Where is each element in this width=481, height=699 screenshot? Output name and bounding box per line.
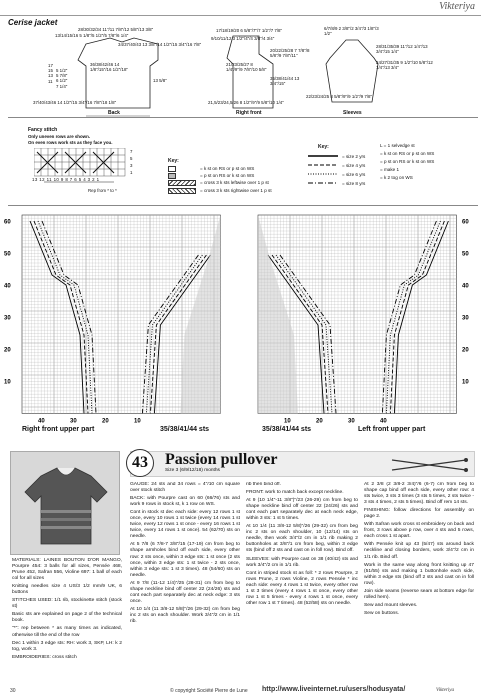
left-front-x-tick: 20 (316, 418, 323, 425)
basic-sts-paragraph: Basic sts are explained on page 2 of the technical book. (12, 612, 122, 624)
left-front-x-tick: 30 (348, 418, 355, 425)
left-front-x-tick: 10 (284, 418, 291, 425)
right-front-x-tick: 20 (102, 418, 109, 425)
neck-border-paragraph: With Pensée knit up 43 (5/47) sts around back neckline and closing borders, work 3/4"/2 cm in 1/1 rib. Bind off. (364, 542, 474, 560)
key-sizes: = size 2 yrs = size 4 yrs = size 6 yrs = size 8 yrs (342, 154, 366, 186)
stitches-paragraph: STITCHES USED: 1/1 rib, stockinette stitch (stock st) (12, 598, 122, 610)
sleeve-mount-paragraph: Sew and mount sleeves. (364, 602, 418, 608)
stitch-key-section (8, 124, 478, 206)
schematic-section (8, 18, 478, 118)
sleeves-label: Sleeves (343, 110, 362, 116)
pattern-number-badge: 43 (126, 449, 154, 477)
sleeve-dim-bottom: 22/23/24/25 8 5/8"/9"/9 1/2"/9 7/8" (306, 94, 373, 99)
back-dim-armhole: 34/37/40/43 13 3/8"/14 1/2"/15 3/4"/16 7/8" (118, 42, 202, 47)
fancy-rep-label: Rep from * to * (88, 188, 117, 193)
chart-right-y-tick: 10 (462, 379, 469, 386)
cross-left-swatch (168, 180, 196, 186)
pattern-subtitle: Size 3 (6/9/12/18) months (165, 468, 220, 473)
rib-bind-paragraph: rib then bind off. (246, 482, 281, 487)
embroidery-paragraph: EMBROIDERIES: cross stitch (12, 654, 77, 660)
footer-brand: Vikteriya (436, 688, 454, 693)
left-front-x-tick: 40 (380, 418, 387, 425)
size-line-legend (308, 152, 342, 188)
fancy-row-numbers: 7 5 3 1 (130, 149, 133, 175)
gauge-paragraph: GAUGE: 24 sts and 34 rows = 4"/10 cm square over stock stitch (130, 482, 240, 494)
key-right-title: Key: (318, 144, 329, 150)
pullover-illustration (11, 452, 121, 556)
front-paragraph: FRONT: work to match back except neckline. (246, 490, 344, 496)
back-dim-side: 13 5/8" (153, 78, 167, 83)
rf-dim-side2: 35/38/41/44 13 3/4"/15" (270, 76, 300, 87)
fancy-stitch-numbers: 13 12 11 10 9 8 7 6 5 4 3 2 1 (32, 177, 100, 182)
text-column-2 (130, 482, 240, 688)
shoulder-paragraph: At 10 1/4 (11 3/8-12 5/8)"/26 (29-32) cm from beg inc 2 sts on each shoulder. Work 3/4"/2 cm in 1/1 rib. (130, 606, 240, 624)
back-dim-top: 28/30/32/34 11"/11 7/8"/12 5/8"/13 3/8" (78, 27, 154, 32)
armhole-paragraph: At 5 7/8 (6 7/8-7 3/8"/15 (17-19) cm from beg to shape armholes bind off each side, every other row: 2 sts once, within 3 edge sts: 1 st once (2 sts once, within 3 edge sts: 1 st twice - 2 sts once, within 3 edge sts: 1 st 3 times). 48 (54/60) sts on needle. (130, 542, 240, 578)
k-st-swatch (168, 166, 176, 172)
back-left-rows: 17 15 13 11 (48, 63, 53, 84)
schematic-title: Cerise jacket (8, 18, 58, 27)
key-left-items: = k st on RS or p st on WS = p st on RS or k st on WS = cross 3 k sts leftwise over 1 p st = cross 3 k sts rightwise over 1 p st (200, 166, 272, 193)
right-front-sizes: 35/38/41/44 sts (160, 426, 210, 433)
key-right-items: L = 1 selvedge st = k st on RS or p st on WS = p st on RS or k st on WS = make 1 = k 2 tog on WS (380, 143, 435, 180)
rep-paragraph: "*": rep between * as many times as indicated, otherwise till the end of the row (12, 626, 122, 638)
right-front-x-tick: 40 (38, 418, 45, 425)
left-front-sizes: 35/38/41/44 sts (262, 426, 312, 433)
page-number: 30 (10, 688, 16, 694)
key-left-title: Key: (168, 158, 179, 164)
fancy-stitch-desc2: On even rows work sts as they face you. (28, 140, 113, 145)
front-shoulder-paragraph: At 10 1/4 (11 3/8-12 5/8)"/26 (29-32) cm from beg inc 2 sts on each shoulder, 10 (12/14) sts on needle, then work 3/4"/2 cm in 1/1 rib making 2 buttonholes at 3/8"/1 cm from beg, within 3 edge sts (bind off 2 sts and cast on in foll row). Bind off. (246, 524, 358, 554)
fancy-stitch-title: Fancy stitch (28, 127, 58, 133)
chart-left-y-tick: 60 (4, 219, 11, 226)
rf-dim-side1: 20/22/25/28 7 7/8"/8 5/8"/9 7/8"/11" (270, 48, 310, 59)
front-border-paragraph: Work in the same way along front knitting up 47 (51/55) sts and making 1 buttonhole each side, within 3 edge sts (bind off 2 sts and cast on in foll row). (364, 562, 474, 586)
cap-paragraph: At 2 3/8 (2 3/8-2 3/4)"/6 (6-7) cm from beg to shape cap bind off each side, every other row: 4 sts twice, 3 sts 3 times (3 sts 5 times, 2 sts twice - 3 sts 4 times, 2 sts 5 times). Bind off rem 14 sts. (364, 482, 474, 506)
sleeves-paragraph: SLEEVES: with Pourpre cast on 38 (40/42) sts and work 3/4"/2 cm in 1/1 rib. (246, 556, 358, 568)
front-neck-paragraph: At 9 (10 1/4"-11 3/8")"/23 (26-29) cm from beg to shape neckline bind off center 22 (24/26) sts and cont each part separately dec at each neck edge, within 3 sts: 1 st 5 times. (246, 498, 358, 522)
text-column-4 (364, 482, 474, 688)
chart-left-y-tick: 50 (4, 251, 11, 258)
copyright-text: © copyright Société Pierre de Lune (170, 688, 248, 694)
finishing-paragraph: FINISHING: follow directions for assembly on page 2. (364, 508, 474, 520)
chart-right-y-tick: 30 (462, 315, 469, 322)
source-url: http://www.liveinternet.ru/users/hodusyata/ (262, 686, 406, 693)
sleeve-dim-cap: 28/31/35/39 11"/12 1/4"/13 3/4"/15 1/4" (376, 44, 428, 55)
back-label: Back (108, 110, 120, 116)
chart-left-y-tick: 30 (4, 315, 11, 322)
rf-dim-bottom: 21,5/23/24,5/26 8 1/2"/9"/9 5/8"/10 1/4" (208, 100, 284, 105)
right-front-label: Right front (236, 110, 262, 116)
fancy-stitch-desc1: Only uneven rows are shown. (28, 134, 90, 139)
chart-left-y-tick: 20 (4, 347, 11, 354)
right-front-x-tick: 30 (70, 418, 77, 425)
chart-right-y-tick: 50 (462, 251, 469, 258)
right-front-x-tick: 10 (134, 418, 141, 425)
p-st-swatch (168, 173, 176, 179)
needles-paragraph: Knitting needles size 4 US/3 1/2 mm/9 UK, 6 buttons (12, 584, 122, 596)
pattern-title: Passion pullover (165, 451, 278, 468)
key-left-swatches (168, 166, 196, 194)
pullover-photo (10, 451, 120, 555)
rf-dim-top: 17/18/19/20 6 5/8"/7"/7 1/2"/7 7/8" (216, 28, 283, 33)
knitting-charts (0, 207, 481, 439)
embroidery-work-paragraph: With Safran work cross st embroidery on back and front, 3 rows above p row, over 4 sts and 5 rows, each cross 1 st apart. (364, 522, 474, 540)
stripes-paragraph: Cont in striped stock st as foll: * 2 rows Pourpre, 2 rows Prune, 2 rows Violine, 2 rows Pensée * inc each side: every 4 rows 1 st twice, every other row 1 st 3 times (every 4 rows 1 st once, every other row 1 st 5 times - every 4 rows 1 st once, every other row 1 st 7 times). 48 (52/58) sts on needle. (246, 570, 358, 606)
back-inner-rows: 5 1/2" 5 7/8" 6 1/2" 7 1/4" (56, 68, 68, 89)
knitting-needles-icon (390, 456, 470, 474)
page-header (0, 0, 481, 16)
back-dim-mid: 36/38/42/46 14 1/8"/15"/16 1/2"/18" (90, 62, 128, 73)
back-dim-shoulder: 13/14/15/16 5 1/8"/5 1/2"/5 7/8"/6 1/4" (55, 33, 129, 38)
seams-paragraph: Join side seams (reverse seam at bottom edge for rolled hem). (364, 588, 474, 600)
chart-right-y-tick: 20 (462, 347, 469, 354)
back-dim-bottom: 37/40/43/46 14 1/2"/15 3/4"/16 7/8"/18 1/8" (33, 100, 117, 105)
right-front-caption: Right front upper part (22, 426, 95, 433)
dec-paragraph: Dec 1 within 3 edge sts: RH: work 3, SKP, LH: k 2 tog, work 3. (12, 640, 122, 652)
neckline-paragraph: At 9 7/8 (11-12 1/4)"/25 (28-31) cm from beg to shape neckline bind off center 22 (24/26) sts and cont each part separately dec at neck edge: 3 sts once. (130, 580, 240, 604)
rf-dim-mid: 21/23/25/27 8 1/4"/9"/9 7/8"/10 5/8" (226, 62, 267, 73)
buttons-paragraph: Sew on buttons. (364, 610, 400, 616)
rf-dim-neck: 9/10/11/12 3 1/2"/4"/4 3/8"/4 3/4" (211, 36, 275, 41)
chart-right-y-tick: 40 (462, 283, 469, 290)
chart-right-y-tick: 60 (462, 219, 469, 226)
cross-right-swatch (168, 188, 196, 194)
text-column-1 (12, 558, 122, 688)
sleeve-dim-side: 24/27/31/35 9 1/2"/10 5/8"/12 1/4"/13 3/4" (376, 60, 433, 71)
back-paragraph: BACK: with Pourpre cast on 60 (66/76) sts and work 9 rows in stock st, k 1 row on WS. (130, 496, 240, 508)
back-dec-paragraph: Cont in stock st dec each side: every 12 rows 1 st once, every 10 rows 1 st twice (every 14 rows 1 st twice, every 12 rows 1 st once - every 16 rows 1 st twice, every 14 rows 1 st once). 54 (62/70) sts on needle. (130, 510, 240, 540)
chart-left-y-tick: 40 (4, 283, 11, 290)
text-column-3 (246, 482, 358, 688)
chart-left-y-tick: 10 (4, 379, 11, 386)
magazine-logo: Vikteriya (439, 1, 475, 12)
left-front-caption: Left front upper part (358, 426, 426, 433)
materials-paragraph: MATERIALS: LAINES BOUTON D'OR MANGO, Pourpre 454: 3 balls for all sizes, Pensée 468, Prune 452, Safran 556, Violine 697: 1 ball of each col for all sizes (12, 558, 122, 582)
sleeve-dim-top: 6/7/8/9 2 3/8"/2 3/4"/3 1/8"/3 1/2" (324, 26, 379, 37)
